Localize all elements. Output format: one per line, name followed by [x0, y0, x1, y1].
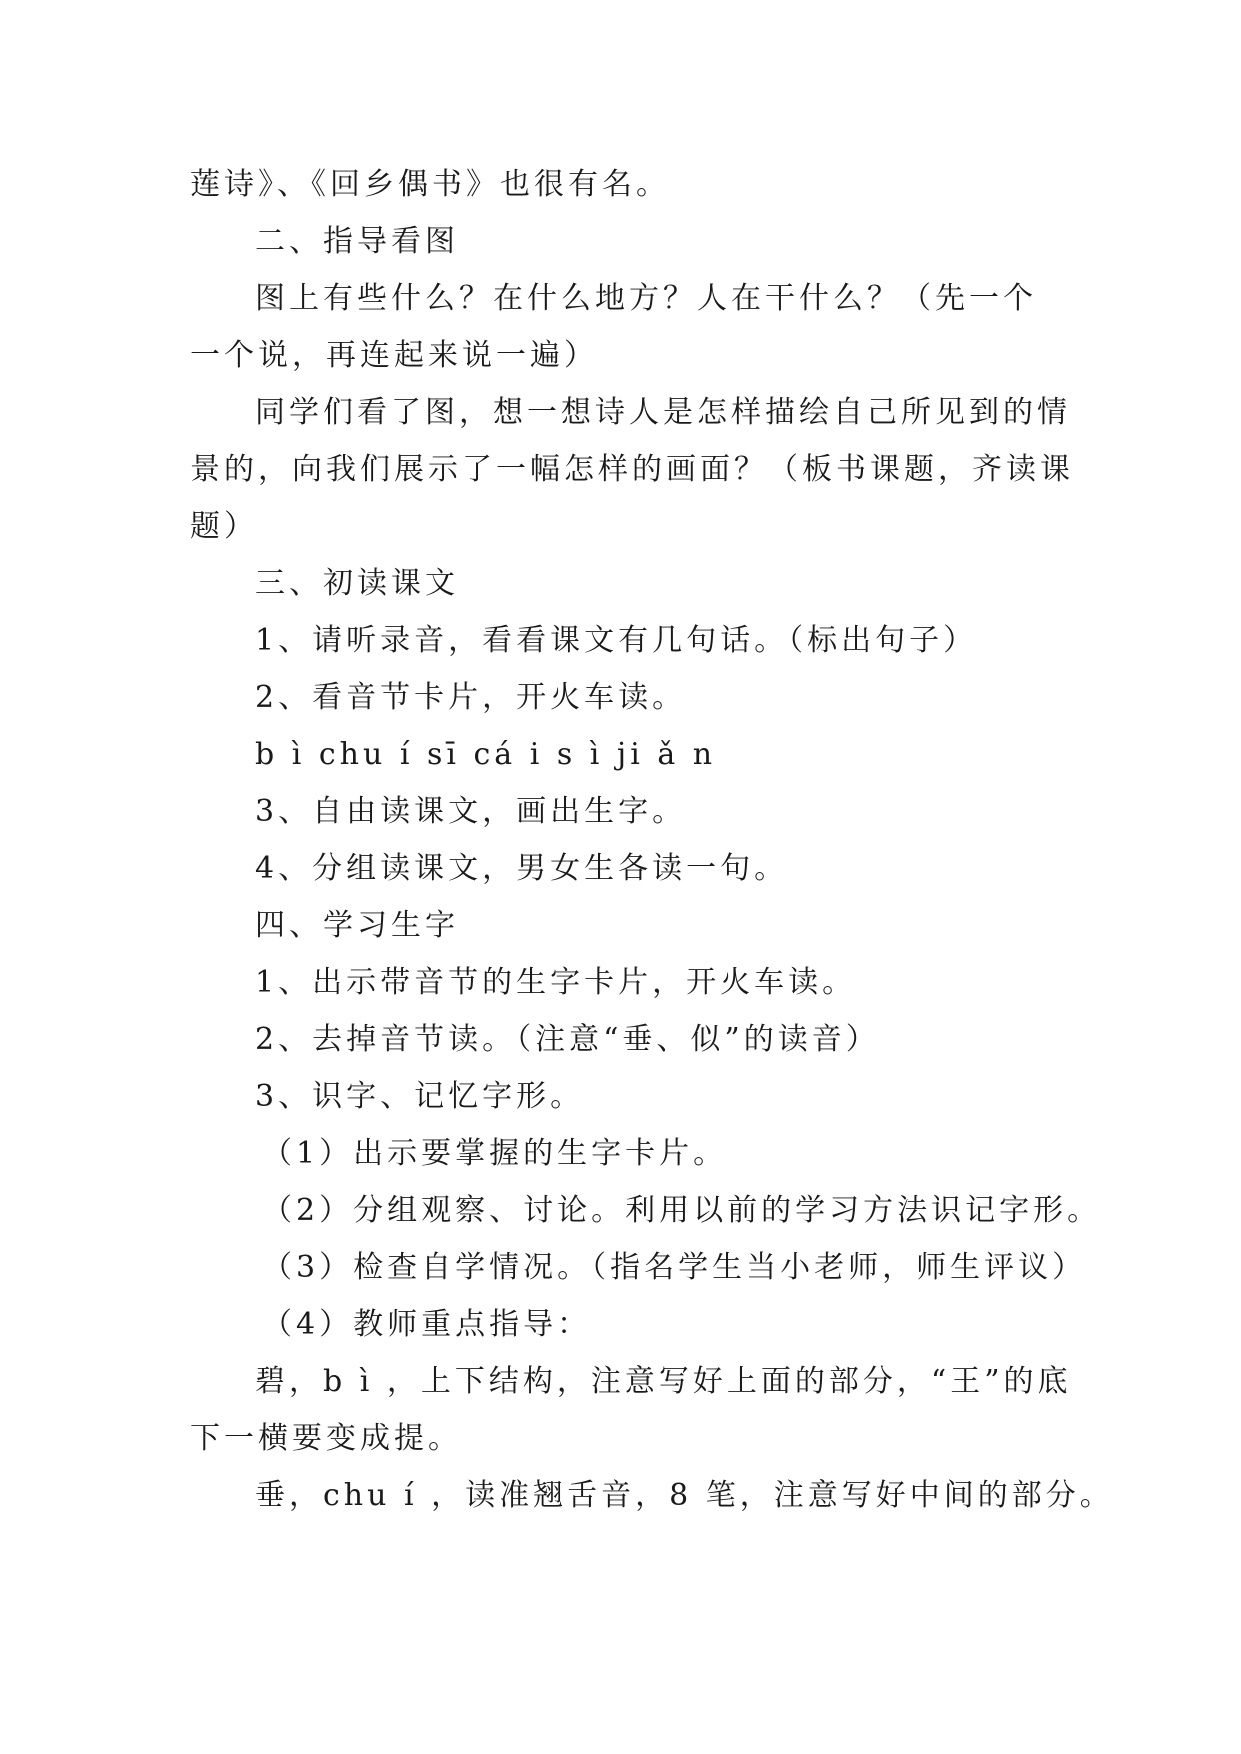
character-note-bi-cont: 下一横要变成提。 [190, 1421, 462, 1456]
text-line-3: 图上有些什么？在什么地方？人在干什么？（先一个 [255, 281, 1037, 316]
sub-item-1: （1）出示要掌握的生字卡片。 [262, 1136, 728, 1171]
section-heading-2: 二、指导看图 [255, 224, 459, 259]
list-item-read-1: 1、请听录音，看看课文有几句话。（标出句子） [255, 623, 978, 658]
list-item-study-3: 3、识字、记忆字形。 [255, 1079, 585, 1114]
text-line-7: 题） [190, 509, 258, 544]
text-line-1: 莲诗》、《回乡偶书》也很有名。 [190, 167, 670, 202]
text-line-5: 同学们看了图，想一想诗人是怎样描绘自己所见到的情 [255, 395, 1071, 430]
sub-item-4: （4）教师重点指导： [262, 1307, 592, 1342]
section-heading-4: 四、学习生字 [255, 908, 459, 943]
list-item-study-2: 2、去掉音节读。（注意“垂、似”的读音） [255, 1022, 880, 1057]
list-item-read-4: 4、分组读课文，男女生各读一句。 [255, 851, 789, 886]
list-item-read-2: 2、看音节卡片，开火车读。 [255, 680, 687, 715]
list-item-read-3: 3、自由读课文，画出生字。 [255, 794, 687, 829]
sub-item-2: （2）分组观察、讨论。利用以前的学习方法识记字形。 [262, 1193, 1102, 1228]
section-heading-3: 三、初读课文 [255, 566, 459, 601]
list-item-study-1: 1、出示带音节的生字卡片，开火车读。 [255, 965, 857, 1000]
character-note-chui: 垂，chu í ，读准翘舌音，8 笔，注意写好中间的部分。 [255, 1478, 1114, 1513]
sub-item-3: （3）检查自学情况。（指名学生当小老师，师生评议） [262, 1250, 1087, 1285]
pinyin-line: b ì chu í sī cá i s ì ji ǎ n [255, 737, 717, 772]
text-line-4: 一个说，再连起来说一遍） [190, 338, 598, 373]
character-note-bi: 碧，b ì ，上下结构，注意写好上面的部分，“王”的底 [255, 1364, 1072, 1399]
text-line-6: 景的，向我们展示了一幅怎样的画面？（板书课题，齐读课 [190, 452, 1074, 487]
